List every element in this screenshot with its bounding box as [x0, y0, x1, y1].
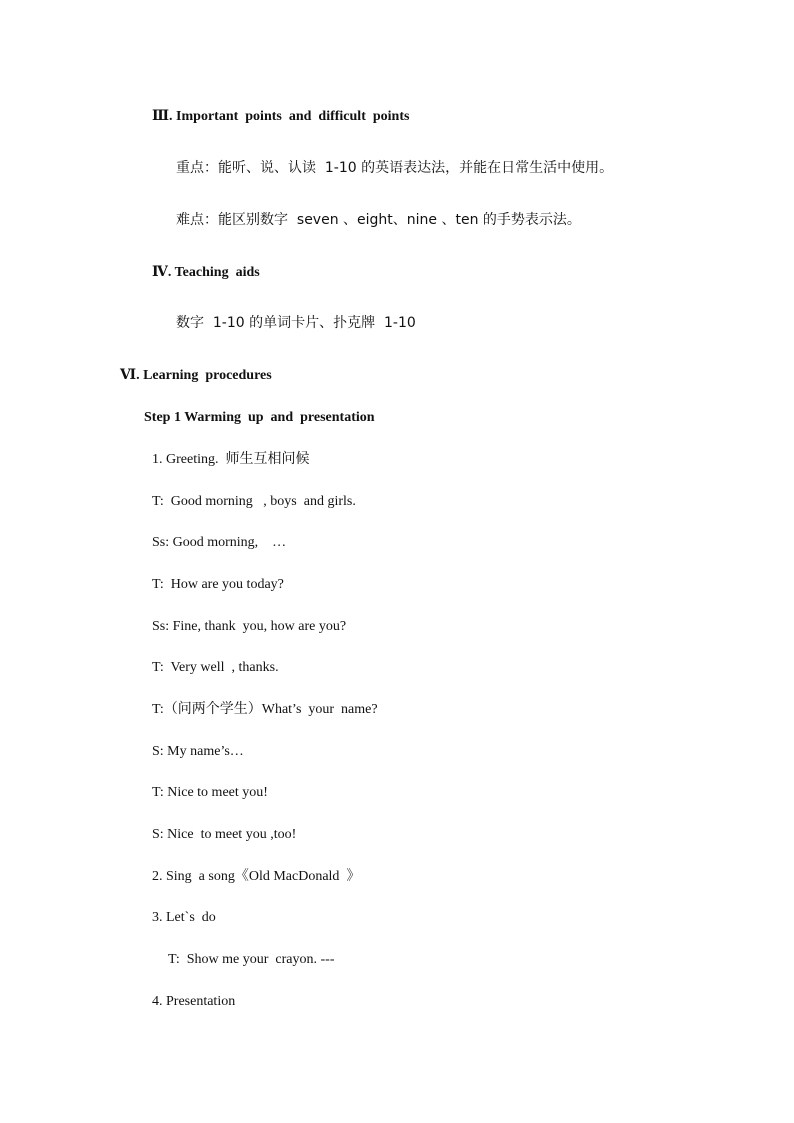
procedure-line-greeting: 1. Greeting. 师生互相问候: [152, 452, 310, 467]
procedure-line: Ss: Good morning, …: [152, 535, 287, 550]
procedure-line-presentation: 4. Presentation: [152, 994, 236, 1009]
section-heading-teaching-aids: Ⅳ. Teaching aids: [152, 265, 260, 280]
procedure-line: T:（问两个学生）What’s your name?: [152, 702, 378, 717]
section-heading-important-points: Ⅲ. Important points and difficult points: [152, 109, 410, 124]
procedure-line-song: 2. Sing a song《Old MacDonald 》: [152, 869, 361, 884]
section-heading-learning-procedures: Ⅵ. Learning procedures: [120, 368, 272, 383]
step1-heading: Step 1 Warming up and presentation: [144, 410, 375, 425]
procedure-line: S: Nice to meet you ,too!: [152, 827, 297, 842]
teaching-aids-text: 数字 1-10 的单词卡片、扑克牌 1-10: [176, 315, 416, 331]
procedure-line: T: Nice to meet you!: [152, 785, 268, 800]
procedure-line-lets-do: 3. Let`s do: [152, 910, 216, 925]
procedure-line-indented: T: Show me your crayon. ---: [168, 952, 335, 967]
procedure-line: Ss: Fine, thank you, how are you?: [152, 619, 347, 634]
procedure-line: T: Very well , thanks.: [152, 660, 279, 675]
procedure-line: T: Good morning , boys and girls.: [152, 494, 356, 509]
procedure-line: S: My name’s…: [152, 744, 244, 759]
key-points-text: 重点：能听、说、认读 1-10 的英语表达法，并能在日常生活中使用。: [176, 160, 614, 176]
difficult-points-text: 难点：能区别数字 seven 、eight、nine 、ten 的手势表示法。: [176, 212, 581, 228]
procedure-line: T: How are you today?: [152, 577, 284, 592]
